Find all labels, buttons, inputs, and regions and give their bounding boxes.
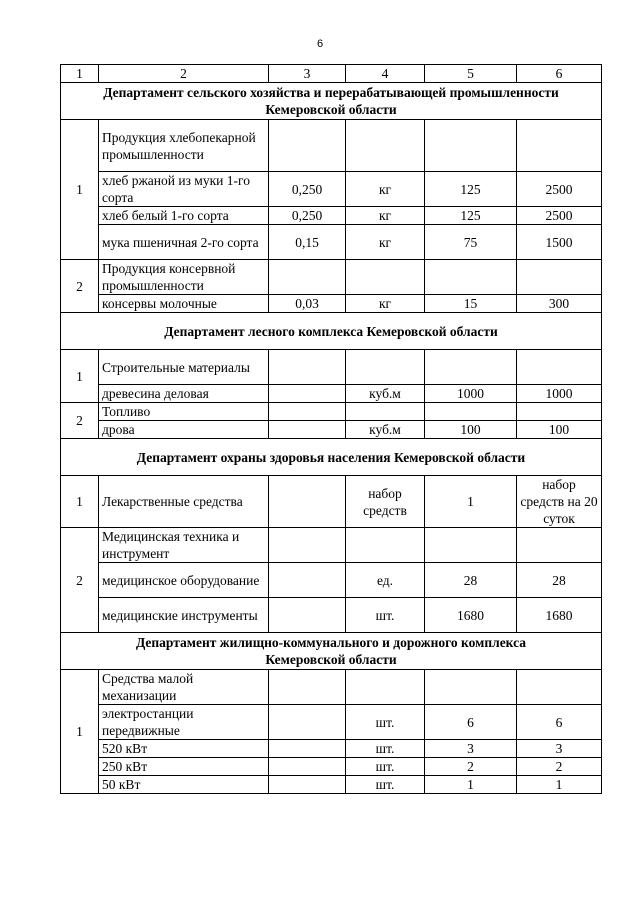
department-heading xyxy=(61,83,602,120)
item-name: Топливо xyxy=(99,403,269,421)
unit: шт. xyxy=(346,776,425,794)
department-heading-row xyxy=(61,633,602,670)
unit: кг xyxy=(346,295,425,313)
quantity: 125 xyxy=(425,172,517,207)
item-name: 50 кВт xyxy=(99,776,269,794)
unit: шт. xyxy=(346,740,425,758)
total: 3 xyxy=(517,740,602,758)
total: 6 xyxy=(517,705,602,740)
unit: шт. xyxy=(346,598,425,633)
total: 1000 xyxy=(517,385,602,403)
item-name: древесина деловая xyxy=(99,385,269,403)
quantity: 1 xyxy=(425,476,517,528)
quantity: 1000 xyxy=(425,385,517,403)
header-cell: 1 xyxy=(61,65,99,83)
total: 1500 xyxy=(517,225,602,260)
item-name: электростанции передвижные xyxy=(99,705,269,740)
unit: шт. xyxy=(346,758,425,776)
table-row xyxy=(61,120,602,172)
header-cell: 5 xyxy=(425,65,517,83)
unit: куб.м xyxy=(346,421,425,439)
table-row xyxy=(61,385,602,403)
department-heading: Департамент лесного комплекса Кемеровской области xyxy=(61,313,602,350)
header-cell: 4 xyxy=(346,65,425,83)
table-row xyxy=(61,403,602,421)
norm-value: 0,250 xyxy=(269,172,346,207)
item-name: Лекарственные средства xyxy=(99,476,269,528)
total: набор средств на 20 суток xyxy=(517,476,602,528)
item-name: консервы молочные xyxy=(99,295,269,313)
quantity: 3 xyxy=(425,740,517,758)
item-number: 1 xyxy=(61,670,99,794)
unit: кг xyxy=(346,172,425,207)
item-name: Средства малой механизации xyxy=(99,670,269,705)
table-row xyxy=(61,421,602,439)
table-row xyxy=(61,295,602,313)
item-number: 1 xyxy=(61,350,99,403)
item-number: 1 xyxy=(61,120,99,260)
quantity: 6 xyxy=(425,705,517,740)
item-number: 2 xyxy=(61,403,99,439)
header-cell: 6 xyxy=(517,65,602,83)
department-heading: Департамент охраны здоровья населения Кемеровской области xyxy=(61,439,602,476)
department-title-line: Кемеровской области xyxy=(265,102,397,117)
department-heading-row xyxy=(61,439,602,476)
table-row xyxy=(61,740,602,758)
table-row xyxy=(61,670,602,705)
item-number: 2 xyxy=(61,260,99,313)
table-row xyxy=(61,207,602,225)
norm-value: 0,03 xyxy=(269,295,346,313)
quantity: 75 xyxy=(425,225,517,260)
table-row xyxy=(61,350,602,385)
unit: куб.м xyxy=(346,385,425,403)
table-row xyxy=(61,563,602,598)
item-name: мука пшеничная 2-го сорта xyxy=(99,225,269,260)
table-row xyxy=(61,776,602,794)
quantity: 15 xyxy=(425,295,517,313)
total: 100 xyxy=(517,421,602,439)
supply-table xyxy=(60,64,602,794)
item-name: дрова xyxy=(99,421,269,439)
item-name: 250 кВт xyxy=(99,758,269,776)
table-row xyxy=(61,758,602,776)
table-row xyxy=(61,172,602,207)
total: 300 xyxy=(517,295,602,313)
department-title-line: Кемеровской области xyxy=(265,652,397,667)
table-row xyxy=(61,598,602,633)
total: 28 xyxy=(517,563,602,598)
unit: шт. xyxy=(346,705,425,740)
item-name: Продукция хлебопекарной промышленности xyxy=(99,120,269,172)
quantity: 28 xyxy=(425,563,517,598)
total: 2500 xyxy=(517,172,602,207)
table-row xyxy=(61,225,602,260)
norm-value: 0,250 xyxy=(269,207,346,225)
quantity: 1 xyxy=(425,776,517,794)
item-name: хлеб белый 1-го сорта xyxy=(99,207,269,225)
total: 2500 xyxy=(517,207,602,225)
unit: кг xyxy=(346,207,425,225)
item-number: 2 xyxy=(61,528,99,633)
item-name: медицинское оборудование xyxy=(99,563,269,598)
total: 2 xyxy=(517,758,602,776)
unit: набор средств xyxy=(346,476,425,528)
item-number: 1 xyxy=(61,476,99,528)
table-row xyxy=(61,476,602,528)
norm-value: 0,15 xyxy=(269,225,346,260)
table-row xyxy=(61,260,602,295)
header-cell: 3 xyxy=(269,65,346,83)
table-row xyxy=(61,705,602,740)
header-cell: 2 xyxy=(99,65,269,83)
item-name: 520 кВт xyxy=(99,740,269,758)
item-name: Строительные материалы xyxy=(99,350,269,385)
department-title-line: Департамент жилищно-коммунального и дорожного комплекса xyxy=(135,635,527,650)
item-name: Продукция консервной промышленности xyxy=(99,260,269,295)
department-title-line: Департамент сельского хозяйства и перерабатывающей промышленности xyxy=(103,85,559,100)
item-name: Медицинская техника и инструмент xyxy=(99,528,269,563)
total: 1680 xyxy=(517,598,602,633)
quantity: 2 xyxy=(425,758,517,776)
quantity: 100 xyxy=(425,421,517,439)
total: 1 xyxy=(517,776,602,794)
table-row xyxy=(61,528,602,563)
unit: кг xyxy=(346,225,425,260)
quantity: 1680 xyxy=(425,598,517,633)
item-name: хлеб ржаной из муки 1-го сорта xyxy=(99,172,269,207)
unit: ед. xyxy=(346,563,425,598)
department-heading-row xyxy=(61,313,602,350)
page-number: 6 xyxy=(316,38,324,50)
department-heading xyxy=(61,633,602,670)
department-heading-row xyxy=(61,83,602,120)
quantity: 125 xyxy=(425,207,517,225)
table-header-row xyxy=(61,65,602,83)
item-name: медицинские инструменты xyxy=(99,598,269,633)
